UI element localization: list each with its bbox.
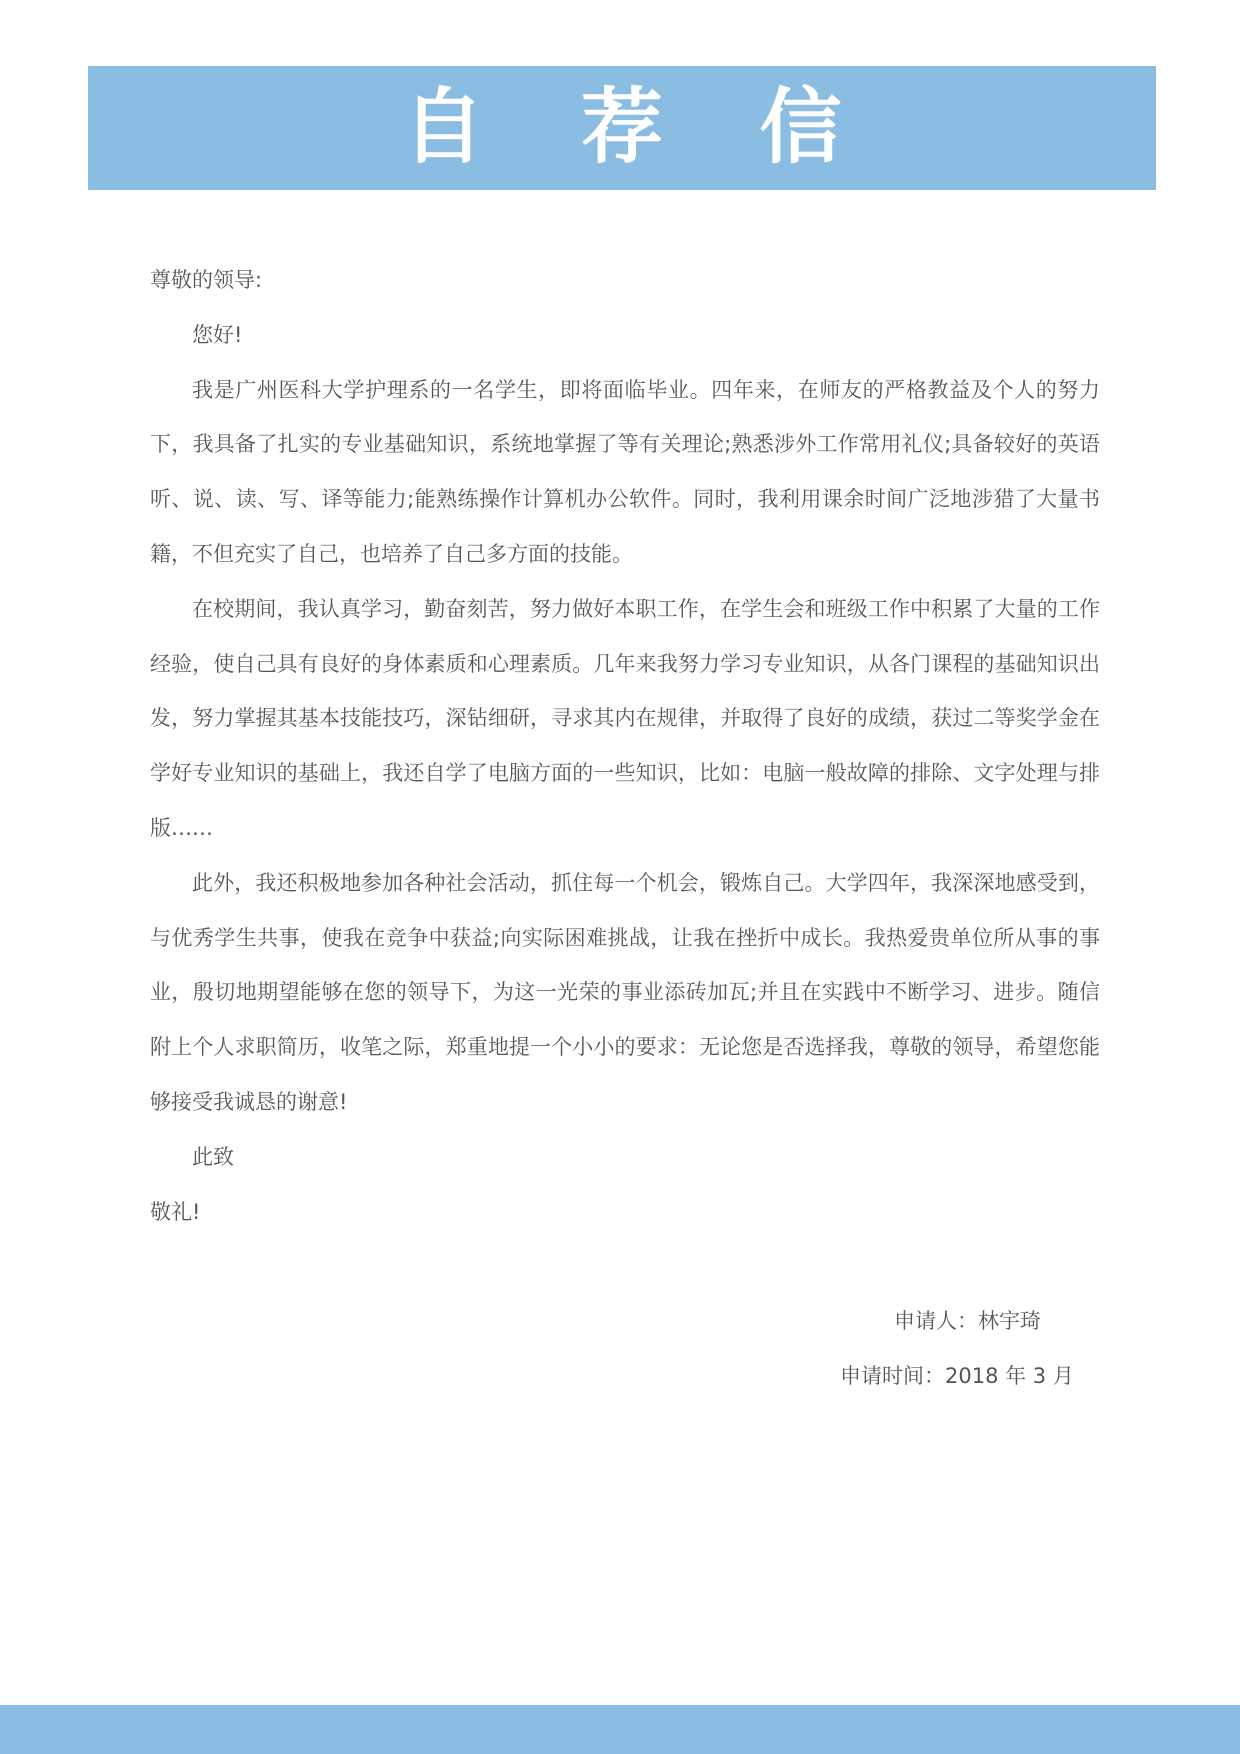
closing-line-2: 敬礼! (150, 1199, 201, 1224)
footer-bar (0, 1705, 1240, 1754)
title-banner (88, 66, 1156, 190)
paragraph-2: 在校期间，我认真学习，勤奋刻苦，努力做好本职工作，在学生会和班级工作中积累了大量的工作经验，使自己具有良好的身体素质和心理素质。几年来我努力学习专业知识，从各门课程的基础知识出发，努力掌握其基本技能技巧，深钻细研，寻求其内在规律，并取得了良好的成绩，获过二等奖学金在学好专业知识的基础上，我还自学了电脑方面的一些知识，比如：电脑一般故障的排除、文字处理与排版…… (150, 596, 1100, 840)
application-date: 申请时间：2018 年 3 月 (840, 1364, 1074, 1388)
letter-body (150, 253, 1100, 1239)
closing-line-1: 此致 (192, 1144, 234, 1169)
signature: 申请人：林宇琦 (894, 1309, 1041, 1333)
salutation: 尊敬的领导: (150, 268, 263, 292)
greeting: 您好! (192, 322, 243, 347)
paragraph-3: 此外，我还积极地参加各种社会活动，抓住每一个机会，锻炼自己。大学四年，我深深地感受到，与优秀学生共事，使我在竞争中获益;向实际困难挑战，让我在挫折中成长。我热爱贵单位所从事的事业，殷切地期望能够在您的领导下，为这一光荣的事业添砖加瓦;并且在实践中不断学习、进步。随信附上个人求职简历，收笔之际，郑重地提一个小小的要求：无论您是否选择我，尊敬的领导，希望您能够接受我诚恳的谢意! (150, 870, 1100, 1114)
page-title: 自 荐 信 (402, 80, 876, 175)
paragraph-1: 我是广州医科大学护理系的一名学生，即将面临毕业。四年来，在师友的严格教益及个人的努力下，我具备了扎实的专业基础知识，系统地掌握了等有关理论;熟悉涉外工作常用礼仪;具备较好的英语听、说、读、写、译等能力;能熟练操作计算机办公软件。同时，我利用课余时间广泛地涉猎了大量书籍，不但充实了自己，也培养了自己多方面的技能。 (150, 377, 1100, 566)
